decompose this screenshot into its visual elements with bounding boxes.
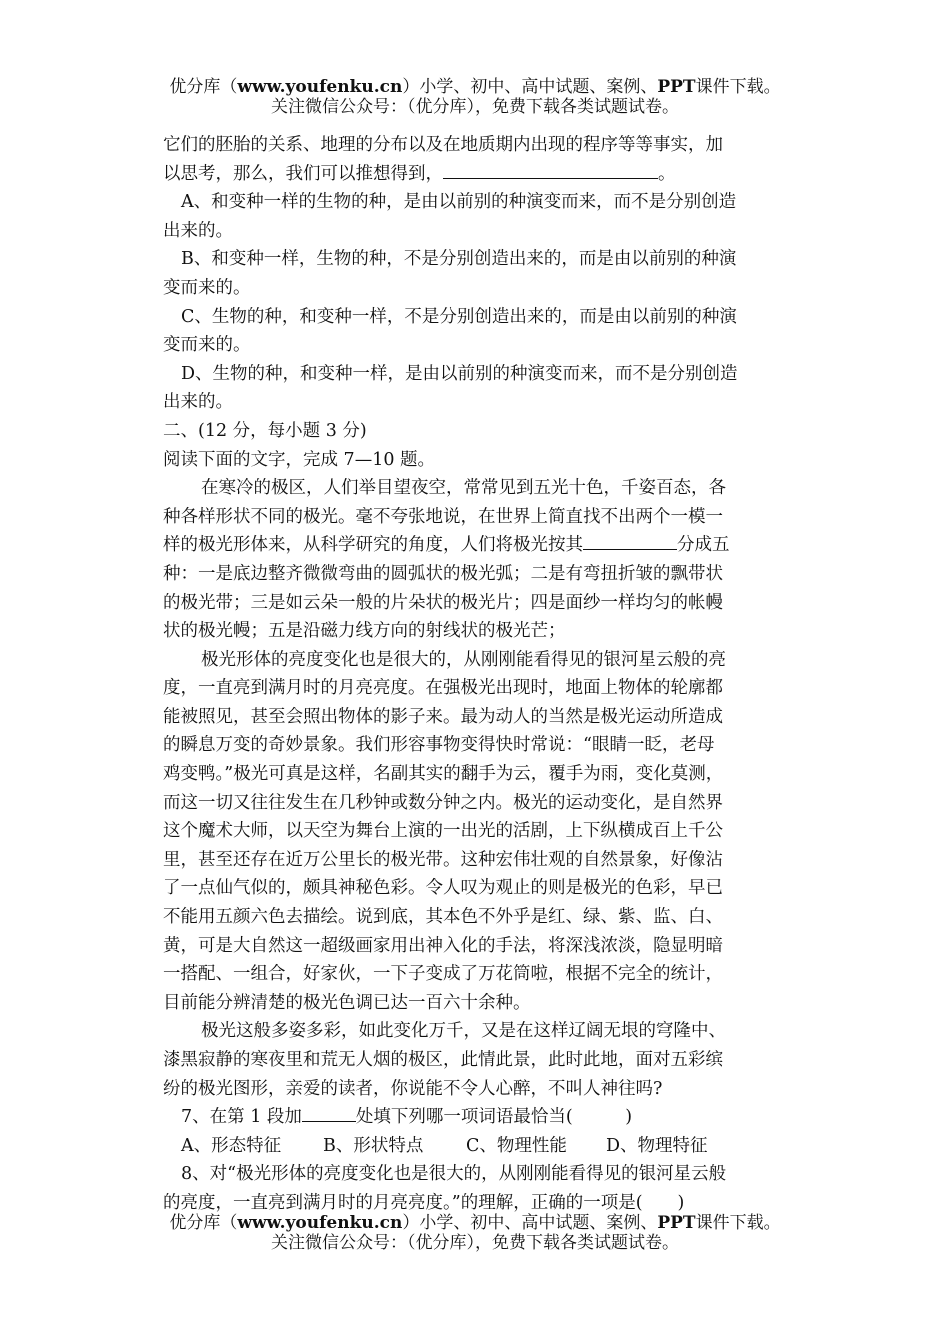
passage-p2-line: 不能用五颜六色去描绘。说到底，其本色不外乎是红、绿、紫、监、白、 xyxy=(163,907,723,928)
q8-stem-line-1: 8、对“极光形体的亮度变化也是很大的，从刚刚能看得见的银河星云般 xyxy=(181,1164,727,1185)
question-6 xyxy=(163,131,788,417)
q7-option-b: B、形状特点 xyxy=(323,1135,424,1156)
q7-stem: 7、在第 1 段加 处填下列哪一项词语最恰当( ) xyxy=(181,1107,633,1128)
section-2-instruction: 阅读下面的文字，完成 7—10 题。 xyxy=(163,449,436,470)
passage-p2-line: 这个魔术大师，以天空为舞台上演的一出光的活剧，上下纵横成百上千公 xyxy=(163,821,723,842)
q6-option-b: B、和变种一样，生物的种，不是分别创造出来的，而是由以前别的种演 xyxy=(181,249,737,270)
passage-p3-line: 极光这般多姿多彩，如此变化万千，又是在这样辽阔无垠的穹隆中、 xyxy=(201,1021,726,1042)
q6-option-a-cont: 出来的。 xyxy=(163,220,233,241)
q6-answer-blank xyxy=(443,164,658,179)
q8-stem-line-2: 的亮度，一直亮到满月时的月亮亮度。”的理解，正确的一项是( ) xyxy=(163,1192,685,1213)
passage-p2-line: 黄，可是大自然这一超级画家用出神入化的手法，将深浅浓淡，隐显明暗 xyxy=(163,935,723,956)
footer-line-1: 优分库（www.youfenku.cn）小学、初中、高中试题、案例、PPT课件下载。 xyxy=(169,1213,781,1233)
q6-stem-line-2: 以思考，那么，我们可以推想得到， 。 xyxy=(163,163,676,184)
q6-option-c: C、生物的种，和变种一样，不是分别创造出来的，而是由以前别的种演 xyxy=(181,306,737,327)
passage-p1-line: 状的极光幔；五是沿磁力线方向的射线状的极光芒； xyxy=(163,621,566,642)
q6-option-c-cont: 变而来的。 xyxy=(163,335,251,356)
footer-line-2: 关注微信公众号：（优分库），免费下载各类试题试卷。 xyxy=(271,1233,679,1253)
header-url: www.youfenku.cn xyxy=(237,77,403,97)
q6-option-a: A、和变种一样的生物的种，是由以前别的种演变而来，而不是分别创造 xyxy=(181,192,737,213)
page-header xyxy=(0,77,950,117)
passage-p3-line: 漆黑寂静的寒夜里和荒无人烟的极区，此情此景，此时此地，面对五彩缤 xyxy=(163,1050,723,1070)
header-line-1: 优分库（www.youfenku.cn）小学、初中、高中试题、案例、PPT课件下载。 xyxy=(169,77,781,97)
passage-p1-line: 在寒冷的极区，人们举目望夜空，常常见到五光十色，千姿百态，各 xyxy=(201,478,726,499)
passage-p2-line: 的瞬息万变的奇妙景象。我们形容事物变得快时常说：“眼睛一眨，老母 xyxy=(163,735,715,756)
reading-passage xyxy=(163,474,788,1103)
passage-p2-line: 而这一切又往往发生在几秒钟或数分钟之内。极光的运动变化，是自然界 xyxy=(163,792,723,813)
passage-p1-line: 的极光带；三是如云朵一般的片朵状的极光片；四是面纱一样均匀的帐幔 xyxy=(163,592,723,613)
passage-p2-line: 一搭配、一组合，好家伙，一下子变成了万花筒啦，根据不完全的统计， xyxy=(163,964,723,985)
passage-p1-line: 样的极光形体来，从科学研究的角度，人们将极光按其 分成五 xyxy=(163,535,730,556)
page-footer xyxy=(0,1213,950,1253)
q7-option-d: D、物理特征 xyxy=(606,1135,708,1156)
q6-option-b-cont: 变而来的。 xyxy=(163,277,251,298)
passage-p2-line: 极光形体的亮度变化也是很大的，从刚刚能看得见的银河星云般的亮 xyxy=(201,649,726,670)
passage-p3-line: 纷的极光图形，亲爱的读者，你说能不令人心醉，不叫人神往吗? xyxy=(163,1078,663,1099)
question-7 xyxy=(163,1103,788,1160)
passage-p2-line: 了一点仙气似的，颇具神秘色彩。令人叹为观止的则是极光的色彩，早已 xyxy=(163,878,723,899)
passage-p2-line: 里，甚至还存在近万公里长的极光带。这种宏伟壮观的自然景象，好像沾 xyxy=(163,849,723,870)
passage-p2-line: 目前能分辨清楚的极光色调已达一百六十余种。 xyxy=(163,992,531,1013)
q6-option-d: D、生物的种，和变种一样，是由以前别的种演变而来，而不是分别创造 xyxy=(181,363,738,384)
q6-stem-line-1: 它们的胚胎的关系、地理的分布以及在地质期内出现的程序等等事实，加 xyxy=(163,135,723,155)
q6-option-d-cont: 出来的。 xyxy=(163,392,233,413)
passage-fill-blank xyxy=(583,535,677,550)
q7-fill-blank xyxy=(302,1107,356,1122)
section-2-heading: 二、(12 分，每小题 3 分) xyxy=(163,420,367,441)
passage-p2-line: 度，一直亮到满月时的月亮亮度。在强极光出现时，地面上物体的轮廓都 xyxy=(163,678,723,699)
document-body xyxy=(163,131,788,1218)
q7-option-c: C、物理性能 xyxy=(466,1135,567,1156)
passage-p1-line: 种：一是底边整齐微微弯曲的圆弧状的极光弧；二是有弯扭折皱的飘带状 xyxy=(163,563,723,584)
passage-p2-line: 鸡变鸭。”极光可真是这样，名副其实的翻手为云，覆手为雨，变化莫测， xyxy=(163,764,724,785)
passage-p1-line: 种各样形状不同的极光。毫不夸张地说，在世界上简直找不出两个一模一 xyxy=(163,506,723,527)
question-8 xyxy=(163,1160,788,1217)
q7-options xyxy=(163,1132,788,1161)
footer-url: www.youfenku.cn xyxy=(237,1213,403,1233)
passage-p2-line: 能被照见，甚至会照出物体的影子来。最为动人的当然是极光运动所造成 xyxy=(163,706,723,727)
header-line-2: 关注微信公众号：（优分库），免费下载各类试题试卷。 xyxy=(271,97,679,117)
q7-option-a: A、形态特征 xyxy=(181,1135,282,1156)
